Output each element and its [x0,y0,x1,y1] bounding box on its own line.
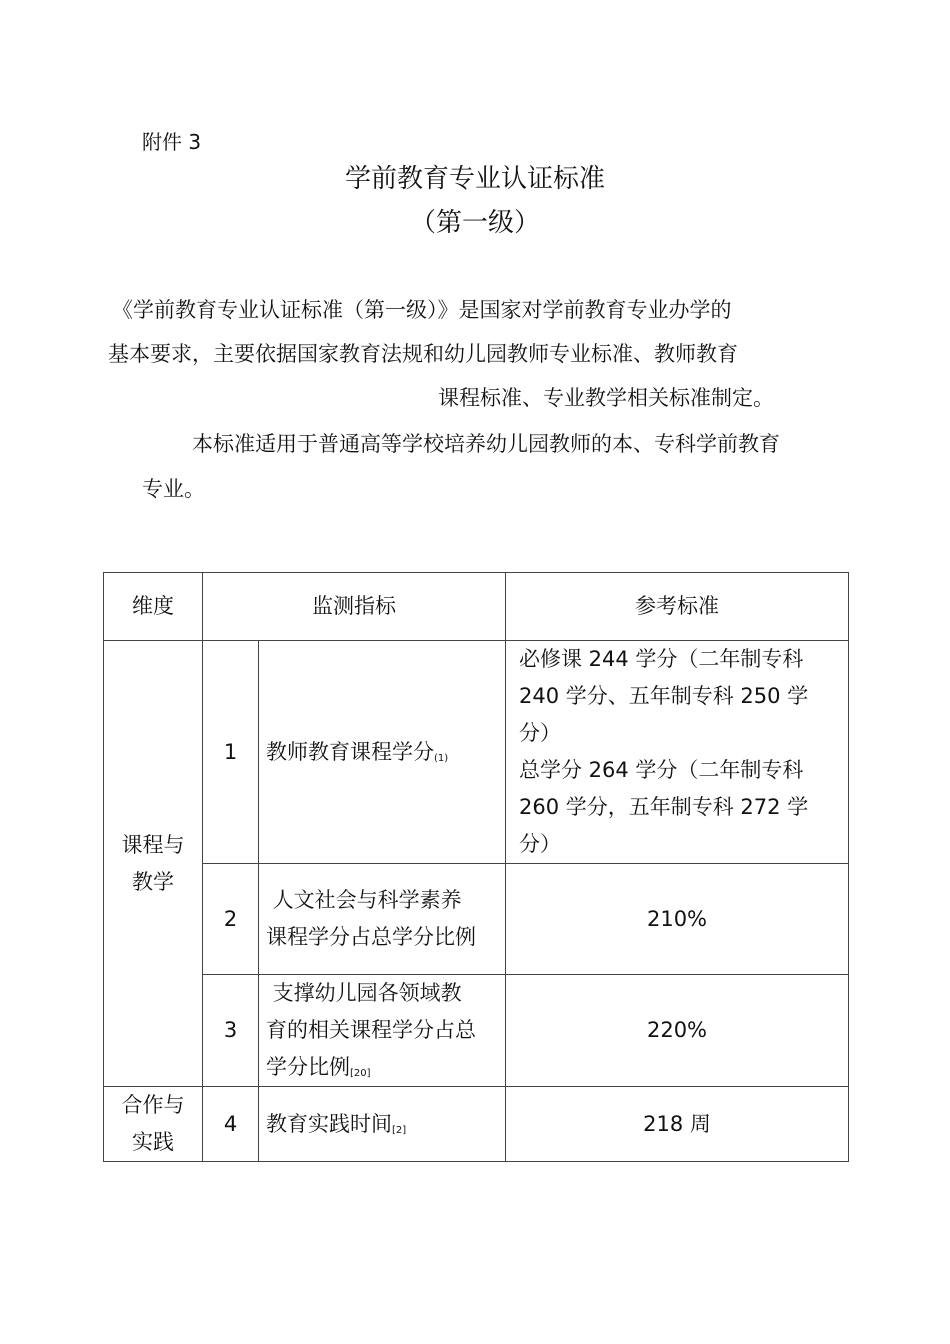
intro-line-3: 课程标准、专业教学相关标准制定。 [438,386,774,410]
table-row [104,1087,849,1162]
intro-line-1: 《学前教育专业认证标准（第一级）》是国家对学前教育专业办学的 [112,298,732,322]
standard-line: 分） [519,832,561,856]
standard-line: 分） [519,721,561,745]
header-indicator: 监测指标 [203,573,506,641]
dimension-label-line: 课程与 [121,832,185,857]
standard-line: 必修课 244 学分（二年制专科 [519,647,804,671]
dimension-cell [104,1087,203,1162]
header-dimension: 维度 [104,573,203,641]
footnote-ref: (1) [434,752,449,764]
indicator-text: 育的相关课程学分占总 [266,1018,476,1042]
indicator-text: 学分比例 [266,1055,350,1079]
document-subtitle: （第一级） [409,208,540,238]
intro-line-2: 基本要求，主要依据国家教育法规和幼儿园教师专业标准、教师教育 [108,342,738,366]
indicator-text: 教育实践时间 [266,1111,392,1136]
table-row [104,975,849,1087]
intro-line-4: 本标准适用于普通高等学校培养幼儿园教师的本、专科学前教育 [192,432,780,456]
footnote-ref: [20] [350,1068,371,1079]
dimension-cell [104,641,203,1087]
table-row [104,641,849,864]
header-standard: 参考标准 [506,573,849,641]
dimension-label-line: 教学 [132,869,174,894]
dimension-label-line: 合作与 [121,1093,185,1117]
indicator-text: 支撑幼儿园各领域教 [266,981,462,1005]
row-number: 3 [203,975,259,1087]
indicator-text: 课程学分占总学分比例 [266,925,476,949]
row-number: 1 [203,641,259,864]
indicator-cell [259,641,506,864]
indicator-cell [259,975,506,1087]
dimension-label-line: 实践 [132,1130,174,1154]
standards-table [103,572,849,1162]
document-title: 学前教育专业认证标准 [344,164,605,194]
indicator-cell [259,864,506,975]
indicator-cell [259,1087,506,1162]
footnote-ref: [2] [392,1124,407,1136]
standard-line: 总学分 264 学分（二年制专科 [519,758,804,782]
standard-cell: 220% [506,975,849,1087]
intro-line-5: 专业。 [142,477,205,501]
table-row [104,864,849,975]
indicator-text: 教师教育课程学分 [266,739,434,764]
attachment-label: 附件 3 [142,130,202,154]
row-number: 2 [203,864,259,975]
standard-line: 260 学分，五年制专科 272 学 [519,795,809,819]
standard-cell [506,641,849,864]
indicator-text: 人文社会与科学素养 [266,888,462,912]
standard-cell: 218 周 [506,1087,849,1162]
table-header-row [104,573,849,641]
standard-line: 240 学分、五年制专科 250 学 [519,684,809,708]
standard-cell: 210% [506,864,849,975]
row-number: 4 [203,1087,259,1162]
